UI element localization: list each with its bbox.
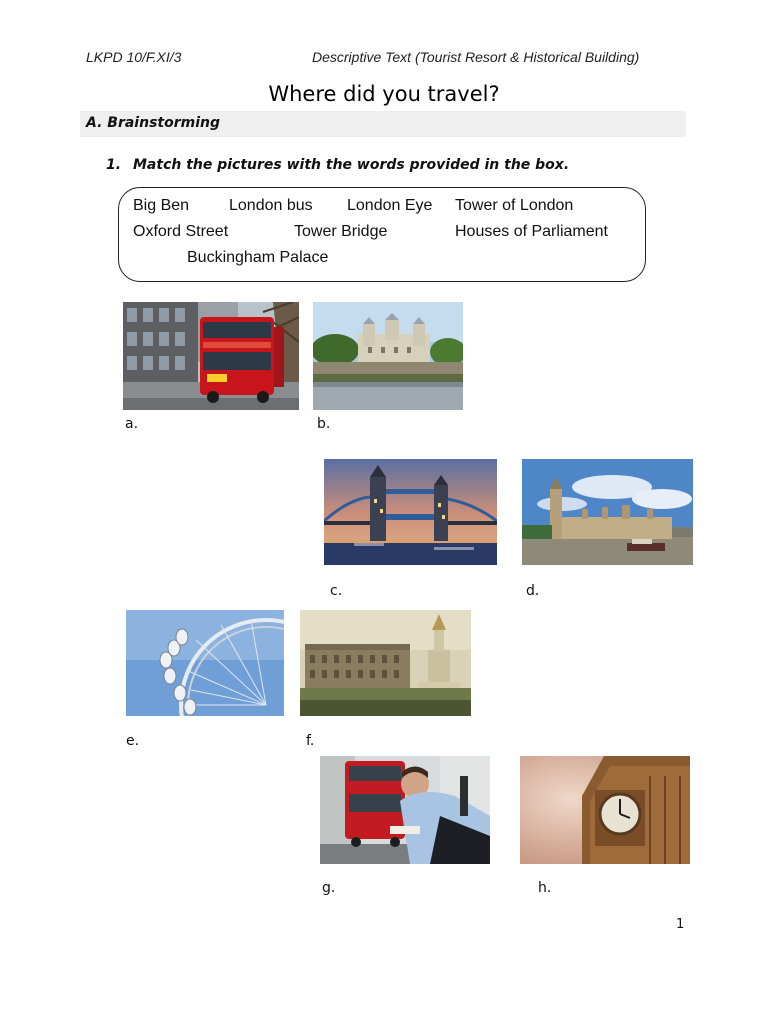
picture-label-f: f. — [306, 733, 315, 749]
picture-label-d: d. — [526, 583, 540, 599]
instruction-number: 1. — [106, 157, 122, 173]
word-item: Big Ben — [133, 197, 190, 214]
picture-label-e: e. — [126, 733, 140, 749]
word-item: Buckingham Palace — [187, 249, 329, 266]
picture-label-a: a. — [125, 416, 139, 432]
header-left: LKPD 10/F.XI/3 — [86, 49, 182, 65]
section-heading-bar — [80, 111, 686, 137]
word-item: London Eye — [347, 197, 433, 214]
picture-g-oxford-street — [320, 756, 490, 864]
header-right: Descriptive Text (Tourist Resort & Historical Building) — [312, 49, 640, 65]
picture-b-tower-of-london — [313, 302, 463, 410]
picture-label-g: g. — [322, 880, 336, 896]
picture-label-h: h. — [538, 880, 552, 896]
word-item: Oxford Street — [133, 223, 229, 240]
instruction-text: Match the pictures with the words provided in the box. — [133, 157, 570, 173]
picture-f-buckingham-palace — [300, 610, 471, 716]
word-item: Tower of London — [455, 197, 574, 214]
picture-a-london-bus — [123, 302, 299, 410]
page-number: 1 — [676, 917, 685, 932]
picture-e-london-eye — [126, 610, 284, 716]
picture-label-c: c. — [330, 583, 343, 599]
word-item: London bus — [229, 197, 313, 214]
page-title: Where did you travel? — [268, 82, 500, 106]
word-item: Tower Bridge — [294, 223, 388, 240]
picture-c-tower-bridge — [324, 459, 497, 565]
section-heading: A. Brainstorming — [86, 115, 220, 131]
picture-d-houses-of-parliament — [522, 459, 693, 565]
picture-h-big-ben — [520, 756, 690, 864]
picture-label-b: b. — [317, 416, 331, 432]
word-item: Houses of Parliament — [455, 223, 608, 240]
